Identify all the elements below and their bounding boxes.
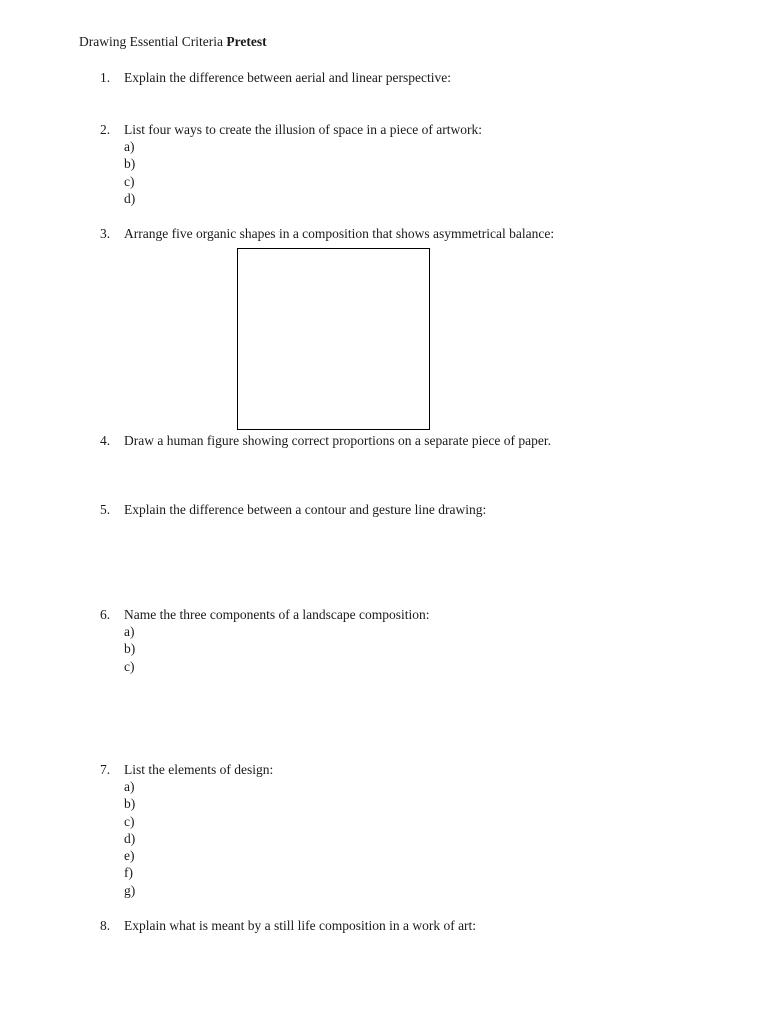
question-text: Explain the difference between a contour and gesture line drawing: <box>124 502 487 517</box>
answer-list-q7 <box>124 778 135 899</box>
answer-label-a: a) <box>124 779 135 794</box>
answer-label-c: c) <box>124 813 135 829</box>
question-number: 8. <box>100 918 111 933</box>
question-7 <box>100 761 273 779</box>
question-number: 6. <box>100 607 111 622</box>
page-title <box>79 33 267 51</box>
question-2 <box>100 121 482 139</box>
question-4 <box>100 432 551 450</box>
question-3 <box>100 225 554 243</box>
answer-label-e: e) <box>124 848 135 864</box>
question-text: Draw a human figure showing correct proportions on a separate piece of paper. <box>124 433 551 448</box>
question-text: Name the three components of a landscape composition: <box>124 607 430 622</box>
question-text: Explain what is meant by a still life composition in a work of art: <box>124 918 477 933</box>
answer-list-q6 <box>124 623 135 675</box>
answer-label-g: g) <box>124 882 136 898</box>
answer-label-a: a) <box>124 139 135 154</box>
question-number: 7. <box>100 762 111 777</box>
question-1 <box>100 69 451 87</box>
question-number: 2. <box>100 122 111 137</box>
answer-list-q2 <box>124 138 135 207</box>
question-8 <box>100 917 476 935</box>
answer-label-c: c) <box>124 173 135 189</box>
question-6 <box>100 606 430 624</box>
question-number: 1. <box>100 70 111 85</box>
title-bold-text: Pretest <box>226 34 267 49</box>
question-text: List four ways to create the illusion of space in a piece of artwork: <box>124 122 483 137</box>
answer-label-b: b) <box>124 641 136 657</box>
question-number: 4. <box>100 433 111 448</box>
question-text: List the elements of design: <box>124 762 274 777</box>
answer-label-c: c) <box>124 658 135 674</box>
question-number: 3. <box>100 226 111 241</box>
answer-label-d: d) <box>124 830 136 846</box>
answer-label-d: d) <box>124 190 136 206</box>
question-5 <box>100 501 486 519</box>
answer-label-b: b) <box>124 156 136 172</box>
title-text: Drawing Essential Criteria <box>79 34 227 49</box>
answer-label-f: f) <box>124 865 133 881</box>
question-text: Arrange five organic shapes in a composition that shows asymmetrical balance: <box>124 226 555 241</box>
drawing-box <box>237 248 430 430</box>
question-text: Explain the difference between aerial and linear perspective: <box>124 70 451 85</box>
answer-label-a: a) <box>124 624 135 639</box>
answer-label-b: b) <box>124 796 136 812</box>
question-number: 5. <box>100 502 111 517</box>
